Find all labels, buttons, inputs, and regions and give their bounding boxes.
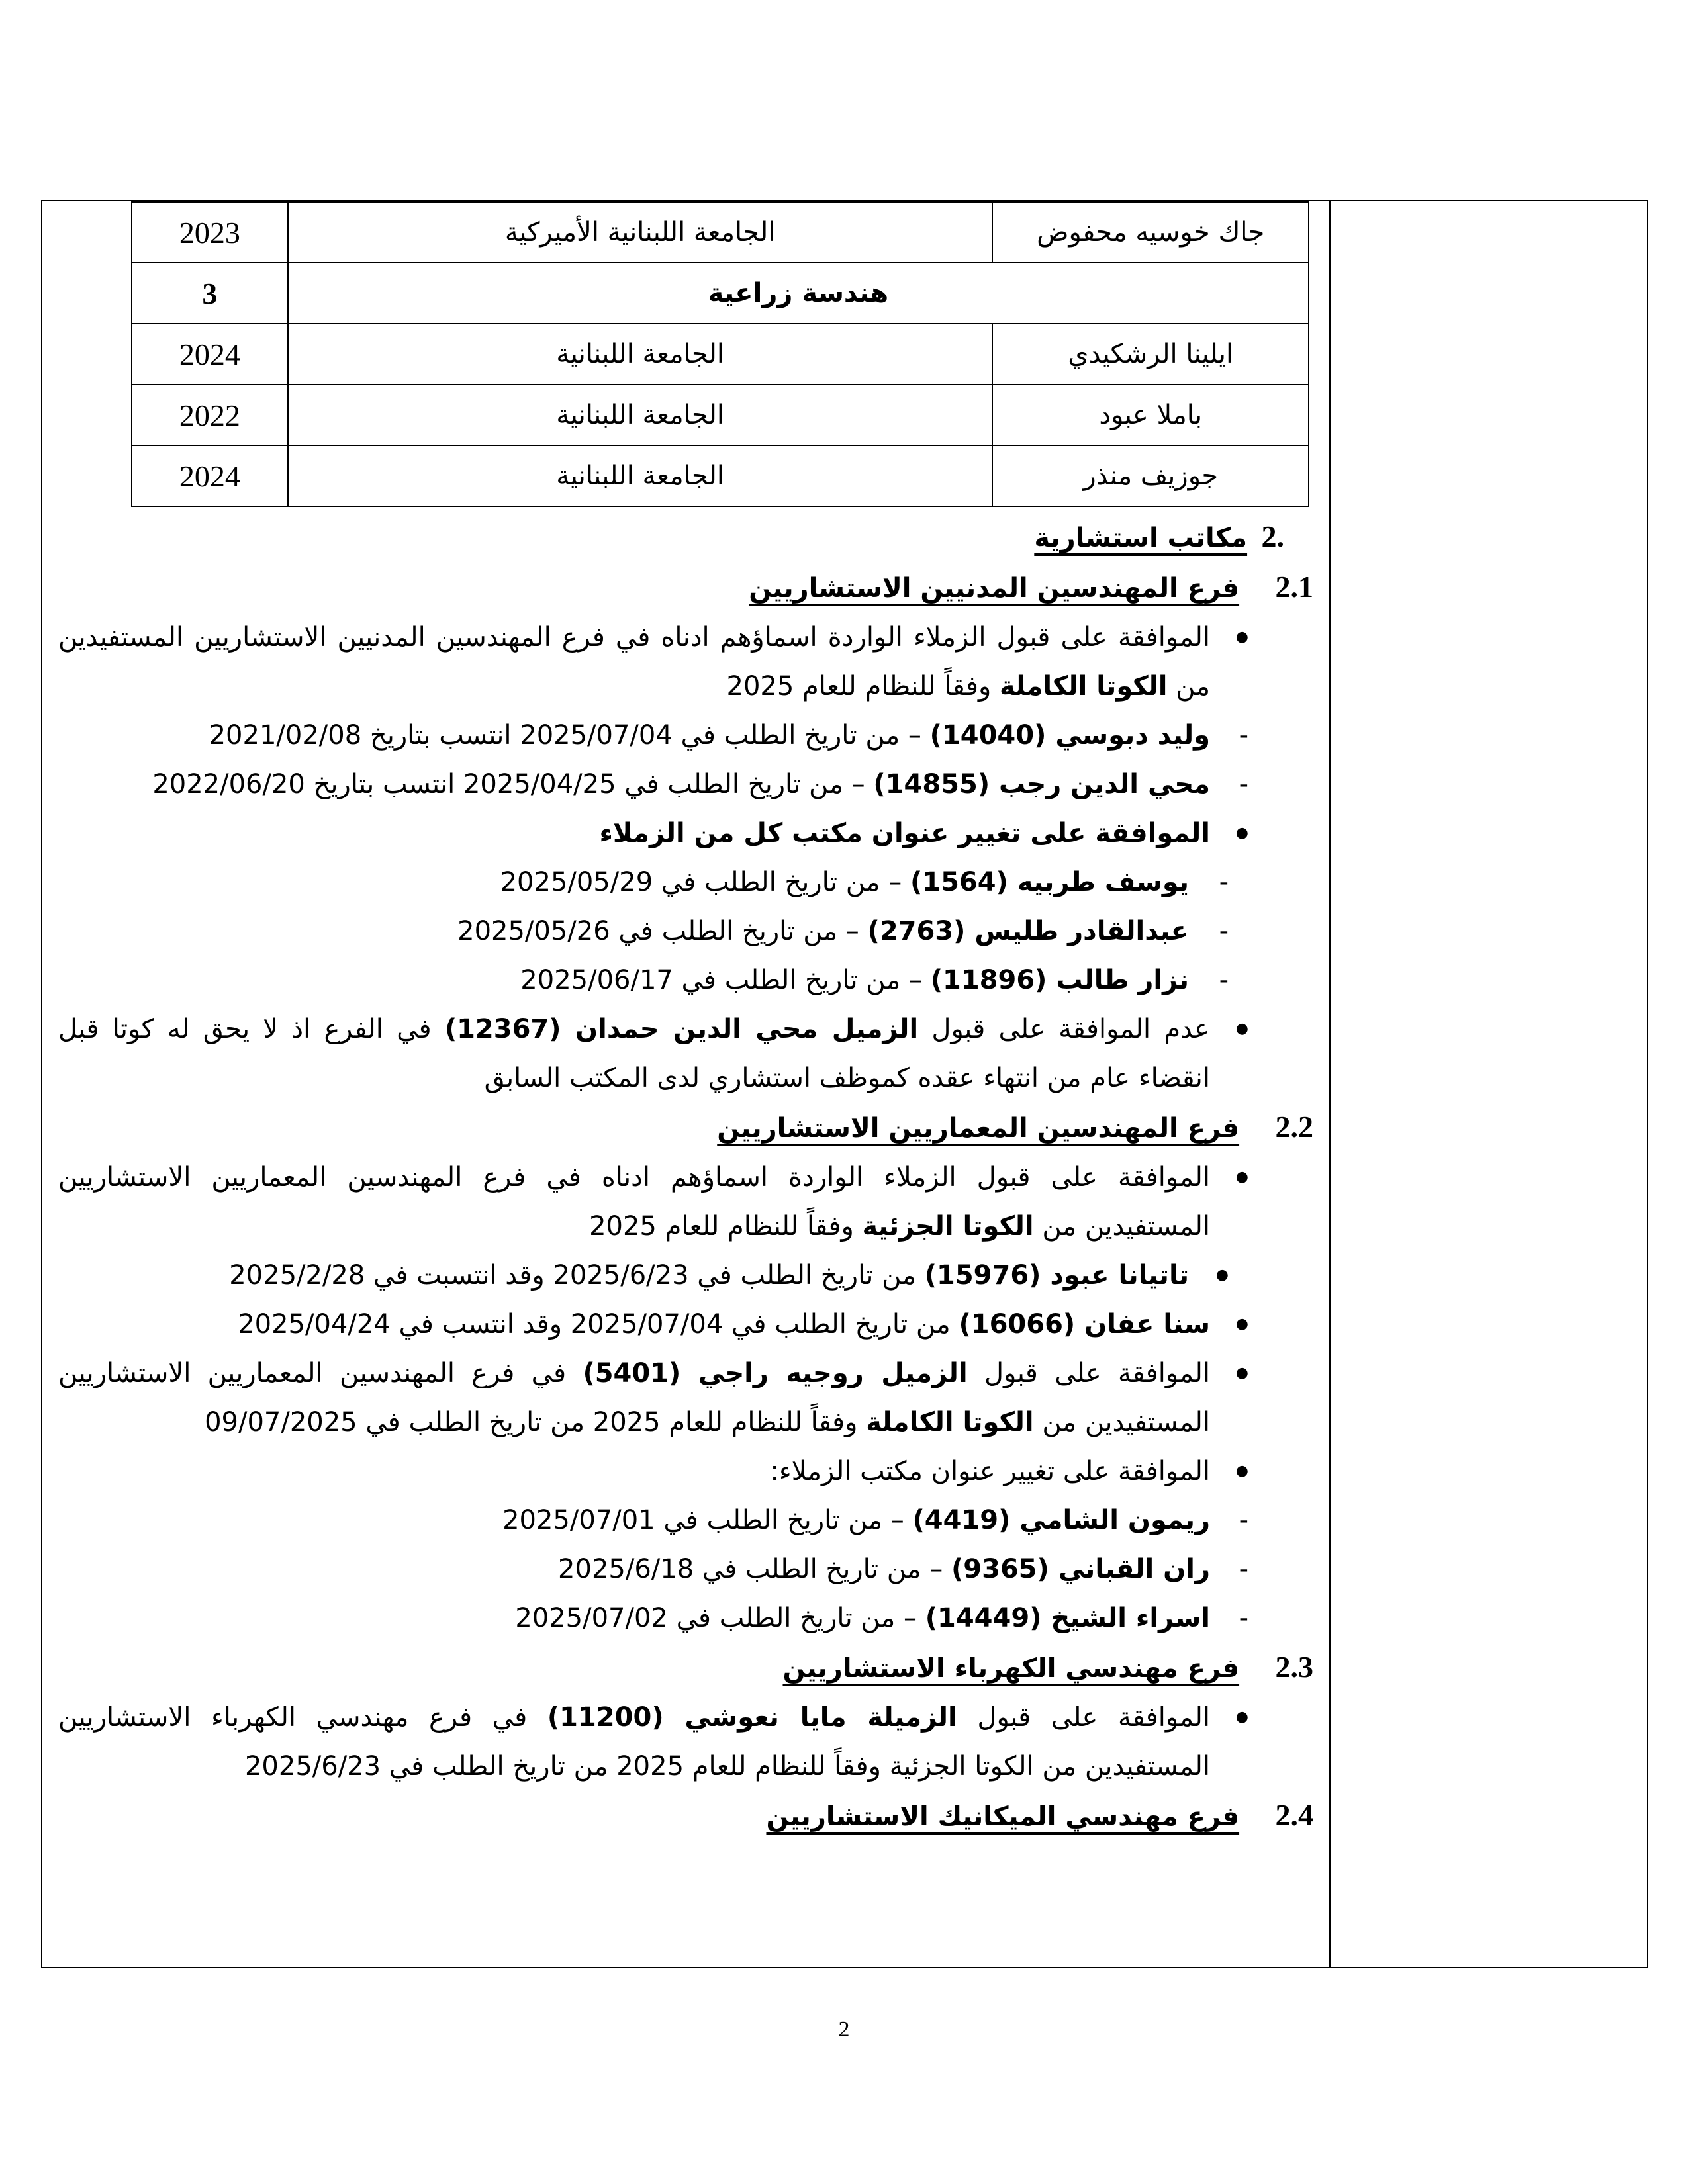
dash-marker: - bbox=[1239, 1554, 1248, 1584]
table-row bbox=[132, 202, 1309, 263]
subsection-title: فرع المهندسين المعماريين الاستشاريين bbox=[717, 1113, 1240, 1144]
graduate-year: 2023 bbox=[132, 202, 288, 263]
table-category-row bbox=[132, 263, 1309, 324]
graduate-name: ايلينا الرشكيدي bbox=[992, 324, 1309, 385]
list-item: - نزار طالب (11896) – من تاريخ الطلب في 2025/06/17 bbox=[42, 956, 1328, 1005]
bullet-marker: ● bbox=[1215, 1267, 1229, 1283]
bullet-marker: ● bbox=[1235, 1463, 1248, 1479]
list-item: ● الموافقة على قبول الزميلة مايا نعوشي (11200) في فرع مهندسي الكهرباء الاستشاريين المستفيدين من الكوتا الجزئية وفقاً للنظام للعام 2025 من تاريخ الطلب في 2025/6/23 bbox=[42, 1693, 1328, 1791]
list-item: ● سنا عفان (16066) من تاريخ الطلب في 2025/07/04 وقد انتسب في 2025/04/24 bbox=[42, 1300, 1328, 1349]
category-count: 3 bbox=[132, 263, 288, 324]
graduate-name: جاك خوسيه محفوض bbox=[992, 202, 1309, 263]
graduate-year: 2024 bbox=[132, 324, 288, 385]
graduate-year: 2024 bbox=[132, 445, 288, 506]
bullet-marker: ● bbox=[1235, 1365, 1248, 1381]
table-row bbox=[132, 385, 1309, 445]
table-row bbox=[132, 324, 1309, 385]
dash-marker: - bbox=[1219, 916, 1229, 946]
dash-marker: - bbox=[1239, 1603, 1248, 1633]
dash-marker: - bbox=[1239, 720, 1248, 751]
margin-column bbox=[1329, 201, 1647, 1967]
subsection-heading bbox=[42, 1791, 1328, 1841]
bullet-marker: ● bbox=[1235, 1709, 1248, 1725]
list-item: ● الموافقة على قبول الزملاء الواردة اسماؤهم ادناه في فرع المهندسين المدنيين الاستشاريين المستفيدين من الكوتا الكاملة وفقاً للنظام للعام 2025 bbox=[42, 613, 1328, 711]
main-column bbox=[42, 201, 1328, 1967]
list-item: - ريمون الشامي (4419) – من تاريخ الطلب في 2025/07/01 bbox=[42, 1496, 1328, 1545]
graduates-table bbox=[131, 201, 1309, 507]
list-item: ● الموافقة على تغيير عنوان مكتب الزملاء: bbox=[42, 1447, 1328, 1496]
graduate-university: الجامعة اللبنانية bbox=[288, 324, 993, 385]
section-number: .2 bbox=[1261, 520, 1284, 553]
list-item: ● الموافقة على تغيير عنوان مكتب كل من الزملاء bbox=[42, 809, 1328, 858]
list-item: - عبدالقادر طليس (2763) – من تاريخ الطلب في 2025/05/26 bbox=[42, 907, 1328, 956]
subsection-heading bbox=[42, 1103, 1328, 1153]
document-body bbox=[42, 512, 1328, 1841]
graduate-name: جوزيف منذر bbox=[992, 445, 1309, 506]
list-item: - يوسف طربيه (1564) – من تاريخ الطلب في 2025/05/29 bbox=[42, 858, 1328, 907]
subsection-heading bbox=[42, 563, 1328, 613]
section-heading bbox=[42, 512, 1328, 563]
list-item: ● عدم الموافقة على قبول الزميل محي الدين حمدان (12367) في الفرع اذ لا يحق له كوتا قبل انقضاء عام من انتهاء عقده كموظف استشاري لدى المكتب السابق bbox=[42, 1005, 1328, 1103]
subsection-title: فرع مهندسي الكهرباء الاستشاريين bbox=[782, 1653, 1240, 1684]
graduate-university: الجامعة اللبنانية الأميركية bbox=[288, 202, 993, 263]
bullet-marker: ● bbox=[1235, 1021, 1248, 1037]
subsection-number: 2.2 bbox=[1275, 1110, 1313, 1144]
list-item: ● الموافقة على قبول الزملاء الواردة اسماؤهم ادناه في فرع المهندسين المعماريين الاستشاريين المستفيدين من الكوتا الجزئية وفقاً للنظام للعام 2025 bbox=[42, 1153, 1328, 1251]
category-title: هندسة زراعية bbox=[288, 263, 1309, 324]
list-item: - اسراء الشيخ (14449) – من تاريخ الطلب في 2025/07/02 bbox=[42, 1594, 1328, 1643]
list-item: - وليد دبوسي (14040) – من تاريخ الطلب في 2025/07/04 انتسب بتاريخ 2021/02/08 bbox=[42, 711, 1328, 760]
dash-marker: - bbox=[1219, 965, 1229, 995]
graduate-year: 2022 bbox=[132, 385, 288, 445]
table-row bbox=[132, 445, 1309, 506]
document-frame bbox=[41, 200, 1648, 1968]
list-item: - ران القباني (9365) – من تاريخ الطلب في 2025/6/18 bbox=[42, 1545, 1328, 1594]
graduate-university: الجامعة اللبنانية bbox=[288, 385, 993, 445]
subsection-number: 2.1 bbox=[1275, 570, 1313, 604]
graduate-name: باملا عبود bbox=[992, 385, 1309, 445]
bullet-marker: ● bbox=[1235, 1316, 1248, 1332]
dash-marker: - bbox=[1219, 867, 1229, 897]
list-item: ● تاتيانا عبود (15976) من تاريخ الطلب في 2025/6/23 وقد انتسبت في 2025/2/28 bbox=[42, 1251, 1328, 1300]
subsection-heading bbox=[42, 1643, 1328, 1693]
dash-marker: - bbox=[1239, 1505, 1248, 1535]
subsection-number: 2.3 bbox=[1275, 1650, 1313, 1684]
list-item: ● الموافقة على قبول الزميل روجيه راجي (5401) في فرع المهندسين المعماريين الاستشاريين المستفيدين من الكوتا الكاملة وفقاً للنظام للعام 2025 من تاريخ الطلب في 09/07/2025 bbox=[42, 1349, 1328, 1447]
bullet-marker: ● bbox=[1235, 825, 1248, 841]
bullet-marker: ● bbox=[1235, 1169, 1248, 1185]
section-title: مكاتب استشارية bbox=[1034, 523, 1248, 553]
bullet-marker: ● bbox=[1235, 629, 1248, 645]
subsection-number: 2.4 bbox=[1275, 1798, 1313, 1832]
page-number: 2 bbox=[838, 2017, 850, 2042]
dash-marker: - bbox=[1239, 769, 1248, 799]
list-item: - محي الدين رجب (14855) – من تاريخ الطلب في 2025/04/25 انتسب بتاريخ 2022/06/20 bbox=[42, 760, 1328, 809]
graduate-university: الجامعة اللبنانية bbox=[288, 445, 993, 506]
subsection-title: فرع مهندسي الميكانيك الاستشاريين bbox=[766, 1801, 1240, 1832]
subsection-title: فرع المهندسين المدنيين الاستشاريين bbox=[749, 573, 1240, 604]
